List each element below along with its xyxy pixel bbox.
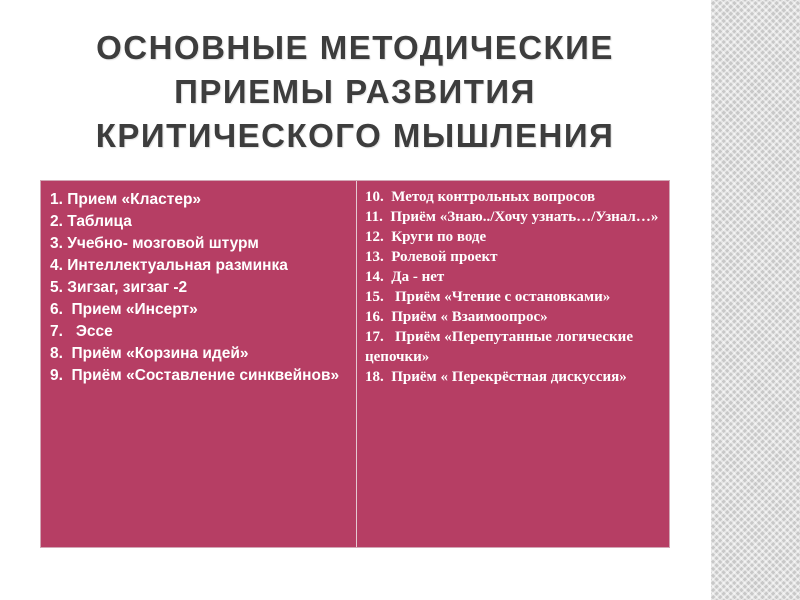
list-item: 3. Учебно- мозговой штурм [50, 235, 259, 252]
list-item: 11. Приём «Знаю../Хочу узнать…/Узнал…» [365, 209, 659, 225]
list-item: 1. Прием «Кластер» [50, 191, 202, 208]
methods-table [40, 180, 670, 548]
list-item: 10. Метод контрольных вопросов [365, 189, 596, 205]
slide-title [20, 26, 690, 158]
title-line-3: КРИТИЧЕСКОГО МЫШЛЕНИЯ [95, 117, 615, 154]
list-item: 16. Приём « Взаимоопрос» [365, 309, 548, 325]
methods-column-right [357, 181, 669, 547]
list-item: 14. Да - нет [365, 269, 445, 285]
list-item: 4. Интеллектуальная разминка [50, 257, 288, 274]
list-item: 15. Приём «Чтение с остановками» [365, 289, 611, 305]
title-line-2: ПРИЕМЫ РАЗВИТИЯ [174, 73, 536, 110]
list-item: 12. Круги по воде [365, 229, 487, 245]
list-item: 2. Таблица [50, 213, 132, 230]
decorative-side-strip [711, 0, 800, 600]
title-line-1: ОСНОВНЫЕ МЕТОДИЧЕСКИЕ [96, 29, 614, 66]
list-item: 5. Зигзаг, зигзаг -2 [50, 279, 188, 296]
list-item: 7. Эссе [50, 323, 113, 340]
list-item: 18. Приём « Перекрёстная дискуссия» [365, 369, 627, 385]
methods-column-left [41, 181, 357, 547]
list-item: 6. Прием «Инсерт» [50, 301, 198, 318]
list-item: 8. Приём «Корзина идей» [50, 345, 249, 362]
list-item: 13. Ролевой проект [365, 249, 498, 265]
list-item: 17. Приём «Перепутанные логические цепочки» [365, 329, 637, 365]
list-item: 9. Приём «Составление синквейнов» [50, 367, 340, 384]
